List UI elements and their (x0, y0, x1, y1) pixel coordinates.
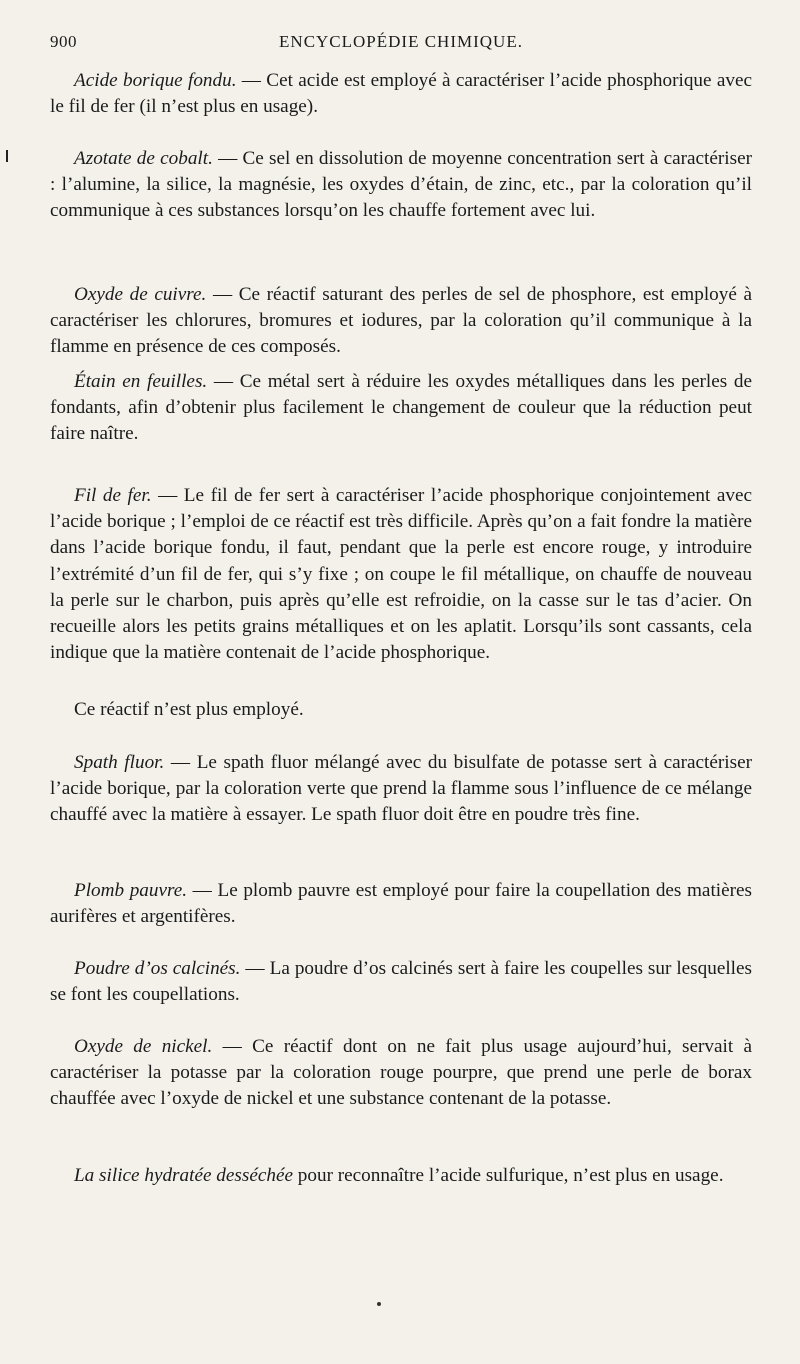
entry-term: Acide borique fondu. (74, 70, 237, 91)
page-header (50, 32, 752, 54)
entry-text: — Le spath fluor mélangé avec du bisulfate de potasse sert à caractériser l’acide borique, par la coloration verte que prend la flamme sous l’influence de ce mélange chauffé avec la matière à essayer. Le spath fluor doit être en poudre très fine. (50, 752, 752, 826)
ink-speck (377, 1302, 381, 1306)
entry-text: — La poudre d’os calcinés sert à faire les coupelles sur lesquelles se font les coupellations. (50, 958, 752, 1006)
entry-term: Fil de fer. (74, 485, 152, 506)
page-number: 900 (50, 32, 77, 51)
entry-term: Plomb pauvre. (74, 880, 188, 901)
entry-azotate-de-cobalt (50, 146, 752, 225)
entry-oxyde-de-nickel (50, 1034, 752, 1113)
entry-acide-borique-fondu (50, 68, 752, 120)
entry-text: — Ce réactif dont on ne fait plus usage aujourd’hui, servait à caractériser la potasse par la coloration rouge pourpre, que prend une perle de borax chauffée avec l’oxyde de nickel et une substance contenant de la potasse. (50, 1036, 752, 1110)
entry-oxyde-de-cuivre (50, 282, 752, 361)
entry-poudre-os-calcines (50, 956, 752, 1008)
entry-text: — Ce métal sert à réduire les oxydes métalliques dans les perles de fondants, afin d’obtenir plus facilement le changement de couleur que la réduction peut faire naître. (50, 371, 752, 445)
fil-de-fer-note: Ce réactif n’est plus employé. (74, 699, 304, 720)
entry-term: Spath fluor. (74, 752, 165, 773)
entry-etain-en-feuilles (50, 369, 752, 448)
entry-term: Poudre d’os calcinés. (74, 958, 241, 979)
entry-spath-fluor (50, 750, 752, 829)
entry-text: — Cet acide est employé à caractériser l’acide phosphorique avec le fil de fer (il n’est plus en usage). (50, 70, 752, 118)
entry-term: La silice hydratée desséchée (74, 1165, 293, 1186)
entry-text: — Le plomb pauvre est employé pour faire la coupellation des matières aurifères et argentifères. (50, 880, 752, 928)
entry-text: — Le fil de fer sert à caractériser l’acide phosphorique conjointement avec l’acide borique ; l’emploi de ce réactif est très difficile. Après qu’on a fait fondre la matière dans l’acide borique fondu, il faut, pendant que la perle est encore rouge, y introduire l’extrémité d’un fil de fer, qui s’y fixe ; on coupe le fil métallique, on chauffe de nouveau la perle sur le charbon, puis après qu’elle est refroidie, on la casse sur le tas d’acier. On recueille alors les petits grains métalliques et on les aplatit. Lorsqu’ils sont cassants, cela indique que la matière contenait de l’acide phosphorique. (50, 485, 752, 664)
entry-term: Oxyde de cuivre. (74, 284, 207, 305)
entry-silice-hydratee (50, 1163, 752, 1189)
entry-term: Oxyde de nickel. (74, 1036, 213, 1057)
entry-term: Azotate de cobalt. (74, 148, 213, 169)
entry-text: — Ce réactif saturant des perles de sel de phosphore, est employé à caractériser les chlorures, bromures et iodures, par la coloration qu’il communique à la flamme en présence de ces composés. (50, 284, 752, 358)
entry-plomb-pauvre (50, 878, 752, 930)
entry-text: — Ce sel en dissolution de moyenne concentration sert à caractériser : l’alumine, la silice, la magnésie, les oxydes d’étain, de zinc, etc., par la coloration qu’il communique à ces substances lorsqu’on les chauffe fortement avec lui. (50, 148, 752, 222)
entry-text: pour reconnaître l’acide sulfurique, n’est plus en usage. (292, 1165, 724, 1186)
margin-mark (6, 150, 8, 162)
entry-term: Étain en feuilles. (74, 371, 208, 392)
running-title: ENCYCLOPÉDIE CHIMIQUE. (279, 32, 523, 51)
entry-fil-de-fer (50, 483, 752, 666)
